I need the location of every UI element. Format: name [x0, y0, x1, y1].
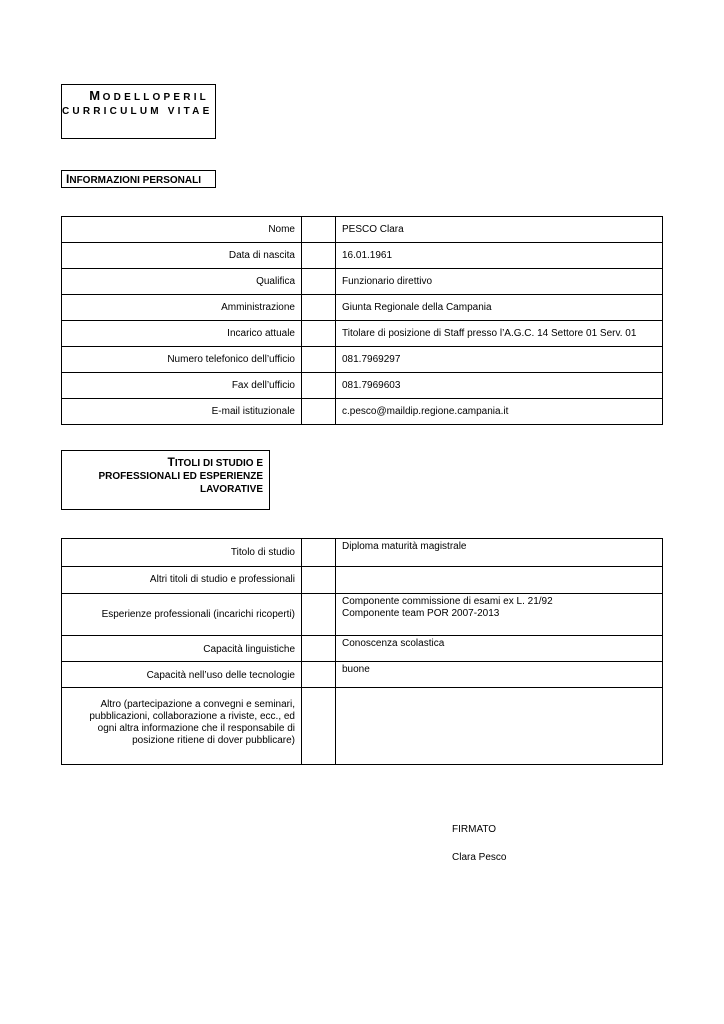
- row-value-data-nascita: 16.01.1961: [336, 243, 663, 269]
- table-row: [62, 217, 663, 243]
- row-value-capacita-tecnologie: buone: [336, 662, 663, 688]
- table-row: [62, 399, 663, 425]
- row-label-capacita-tecnologie: Capacità nell’uso delle tecnologie: [62, 662, 302, 688]
- row-label-telefono: Numero telefonico dell’ufficio: [62, 347, 302, 373]
- row-value-incarico: Titolare di posizione di Staff presso l’A.G.C. 14 Settore 01 Serv. 01: [336, 321, 663, 347]
- table-row: [62, 373, 663, 399]
- table-row: [62, 269, 663, 295]
- row-label-titolo-studio: Titolo di studio: [62, 539, 302, 567]
- table-row: [62, 321, 663, 347]
- row-label-qualifica: Qualifica: [62, 269, 302, 295]
- signature-status: FIRMATO: [452, 824, 497, 835]
- signature-name: Clara Pesco: [452, 852, 507, 863]
- row-label-nome: Nome: [62, 217, 302, 243]
- row-label-altri-titoli: Altri titoli di studio e professionali: [62, 567, 302, 594]
- row-value-capacita-linguistiche: Conoscenza scolastica: [336, 636, 663, 662]
- table-row: [62, 688, 663, 765]
- row-label-esperienze: Esperienze professionali (incarichi ricoperti): [62, 594, 302, 636]
- table-row: [62, 295, 663, 321]
- row-value-altro: [336, 688, 663, 765]
- cv-title-box: [61, 84, 216, 139]
- studies-table: [61, 538, 663, 765]
- row-value-altri-titoli: [336, 567, 663, 594]
- table-row: [62, 539, 663, 567]
- row-value-telefono: 081.7969297: [336, 347, 663, 373]
- studies-experience-header: TITOLI DI STUDIO E PROFESSIONALI ED ESPERIENZE LAVORATIVE: [61, 450, 270, 510]
- table-row: [62, 594, 663, 636]
- table-row: [62, 347, 663, 373]
- row-label-incarico: Incarico attuale: [62, 321, 302, 347]
- row-label-amministrazione: Amministrazione: [62, 295, 302, 321]
- row-label-altro: Altro (partecipazione a convegni e seminari, pubblicazioni, collaborazione a riviste, ecc., ed ogni altra informazione che il responsabile di posizione ritiene di dover pubblicare): [62, 688, 302, 765]
- row-label-data-nascita: Data di nascita: [62, 243, 302, 269]
- personal-info-table: [61, 216, 663, 425]
- personal-info-header: INFORMAZIONI PERSONALI: [61, 170, 216, 188]
- table-row: [62, 567, 663, 594]
- table-row: [62, 662, 663, 688]
- row-value-fax: 081.7969603: [336, 373, 663, 399]
- cv-title-line-1: MODELLOPERIL: [89, 88, 209, 103]
- row-label-email: E-mail istituzionale: [62, 399, 302, 425]
- row-value-qualifica: Funzionario direttivo: [336, 269, 663, 295]
- row-value-amministrazione: Giunta Regionale della Campania: [336, 295, 663, 321]
- cv-title-line-2: CURRICULUM VITAE: [62, 106, 213, 117]
- row-value-nome: PESCO Clara: [336, 217, 663, 243]
- row-value-esperienze: Componente commissione di esami ex L. 21/92 Componente team POR 2007-2013: [336, 594, 663, 636]
- signature-block: [452, 823, 506, 879]
- row-label-capacita-linguistiche: Capacità linguistiche: [62, 636, 302, 662]
- row-value-email: c.pesco@maildip.regione.campania.it: [336, 399, 663, 425]
- table-row: [62, 636, 663, 662]
- row-label-fax: Fax dell’ufficio: [62, 373, 302, 399]
- row-value-titolo-studio: Diploma maturità magistrale: [336, 539, 663, 567]
- table-row: [62, 243, 663, 269]
